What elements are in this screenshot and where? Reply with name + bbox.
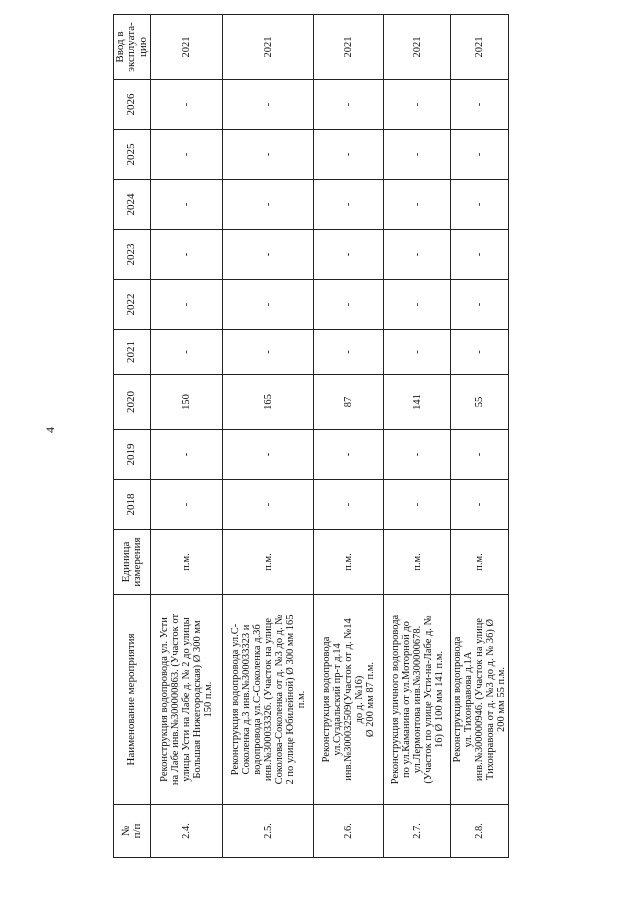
unit-cell: п.м. [223,530,314,595]
unit-cell: п.м. [151,530,223,595]
value-2020: 55 [451,375,509,430]
row-number: 2.4. [151,805,223,858]
value-2024: - [151,180,223,230]
value-2020: 141 [384,375,451,430]
value-2023: - [384,230,451,280]
page-number: 4 [43,427,57,433]
value-2025: - [451,130,509,180]
value-2023: - [451,230,509,280]
value-2025: - [151,130,223,180]
table-row [451,15,509,858]
value-2021: - [384,330,451,375]
commissioning-year: 2021 [223,15,314,80]
commissioning-year: 2021 [384,15,451,80]
value-2024: - [384,180,451,230]
value-2022: - [384,280,451,330]
value-2019: - [451,430,509,480]
value-2020: 87 [314,375,384,430]
header-name: Наименование мероприятия [114,595,151,805]
unit-cell: п.м. [384,530,451,595]
value-2022: - [151,280,223,330]
activity-name: Реконструкция водопровода ул. Тихонравова д.1А инв.№300000946. (Участок на улице Тихонравова от д. №3 до д. № 36) Ø 200 мм 55 п.м. [451,595,509,805]
value-2022: - [314,280,384,330]
header-commissioning: Ввод в эксплуата- цию [114,15,151,80]
header-year-2018: 2018 [114,480,151,530]
activity-name: Реконструкция водопровода ул.С- Соколенка д.3 инв.№300033323 и водопровода ул.С-Соколенка д.3б инв.№300033326. (Участок на улице Соколова-Соколенка от д. №3 до д. № 2 по улице Юбилейной) Ø 300 мм 165 п.м. [223,595,314,805]
table-header-row [114,15,151,858]
activity-name: Реконструкция уличного водопровода по ул.Каманина от ул.Моторной до ул.Лермонтова инв.№300000678. (Участок по улице Усти-на-Лабе д. № 16) Ø 100 мм 141 п.м. [384,595,451,805]
value-2021: - [451,330,509,375]
table-row [314,15,384,858]
header-unit: Единица измерения [114,530,151,595]
reconstruction-plan-table [113,14,509,858]
value-2026: - [151,80,223,130]
value-2023: - [151,230,223,280]
value-2019: - [314,430,384,480]
value-2019: - [384,430,451,480]
row-number: 2.7. [384,805,451,858]
value-2024: - [314,180,384,230]
row-number: 2.8. [451,805,509,858]
commissioning-year: 2021 [451,15,509,80]
table-row [151,15,223,858]
row-number: 2.5. [223,805,314,858]
value-2018: - [223,480,314,530]
unit-cell: п.м. [314,530,384,595]
value-2025: - [223,130,314,180]
commissioning-year: 2021 [151,15,223,80]
row-number: 2.6. [314,805,384,858]
header-year-2023: 2023 [114,230,151,280]
activity-name: Реконструкция водопровода ул.Суздальский пр-т д.14 инв.№300032509(Участок от д. №14 до д. №16) Ø 200 мм 87 п.м. [314,595,384,805]
header-number: № п/п [114,805,151,858]
value-2020: 150 [151,375,223,430]
value-2023: - [314,230,384,280]
commissioning-year: 2021 [314,15,384,80]
value-2021: - [314,330,384,375]
header-year-2026: 2026 [114,80,151,130]
header-year-2019: 2019 [114,430,151,480]
value-2026: - [314,80,384,130]
unit-cell: п.м. [451,530,509,595]
value-2020: 165 [223,375,314,430]
value-2025: - [314,130,384,180]
value-2021: - [223,330,314,375]
activity-name: Реконструкция водопровода ул. Усти на Лабе инв.№300000863. (Участок от улицы Усти на Лабе д. № 2 до улицы Большая Нижегородская) Ø 300 мм 150 п.м. [151,595,223,805]
table-row [384,15,451,858]
value-2024: - [451,180,509,230]
header-year-2024: 2024 [114,180,151,230]
value-2025: - [384,130,451,180]
value-2026: - [223,80,314,130]
table-row [223,15,314,858]
rotated-table-wrapper [113,15,508,858]
header-year-2022: 2022 [114,280,151,330]
value-2018: - [314,480,384,530]
value-2023: - [223,230,314,280]
value-2018: - [151,480,223,530]
value-2026: - [451,80,509,130]
value-2024: - [223,180,314,230]
value-2018: - [384,480,451,530]
value-2018: - [451,480,509,530]
value-2021: - [151,330,223,375]
header-year-2025: 2025 [114,130,151,180]
value-2022: - [223,280,314,330]
value-2022: - [451,280,509,330]
value-2019: - [223,430,314,480]
value-2026: - [384,80,451,130]
header-year-2021: 2021 [114,330,151,375]
value-2019: - [151,430,223,480]
header-year-2020: 2020 [114,375,151,430]
